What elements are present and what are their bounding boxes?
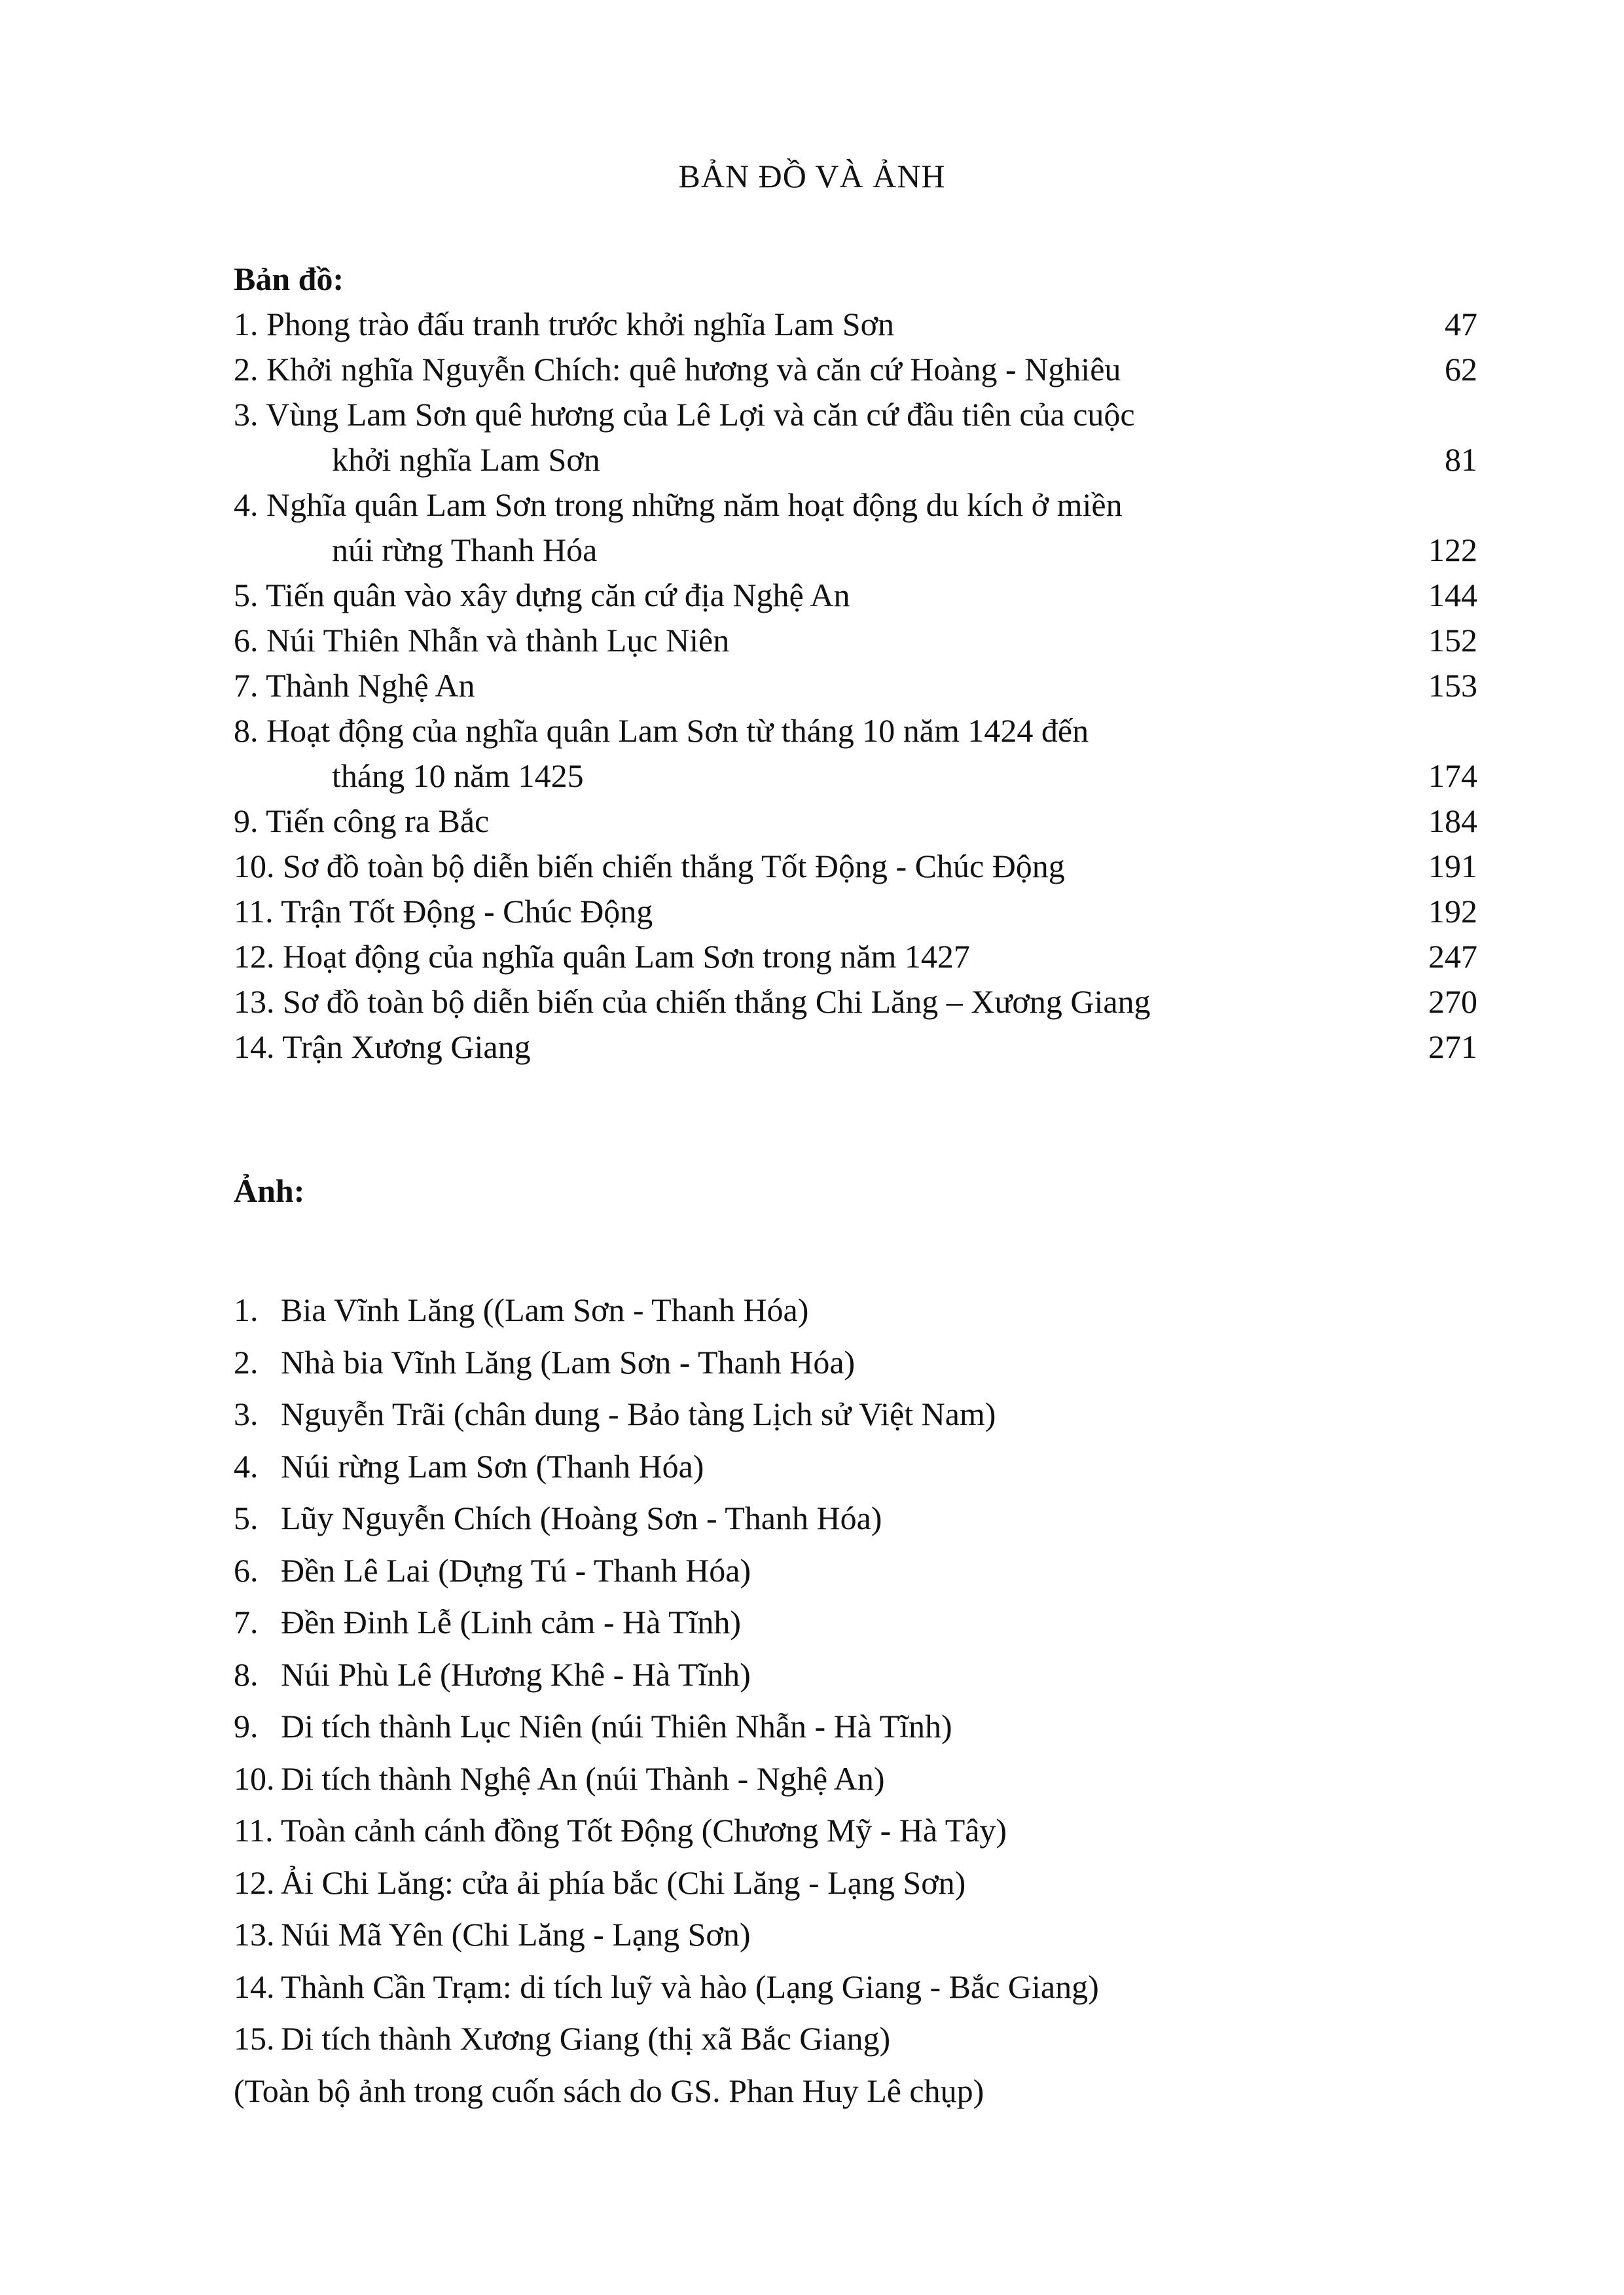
map-entry-title-continuation: khởi nghĩa Lam Sơn: [332, 441, 600, 478]
photo-entry: [234, 1388, 1477, 1441]
photo-entry-caption: Núi Phù Lê (Hương Khê - Hà Tĩnh): [281, 1655, 751, 1693]
map-entry-page-number: 122: [1428, 532, 1477, 568]
photo-entry-number: 3.: [234, 1396, 259, 1432]
map-entry-title: [234, 573, 1346, 618]
photo-entry: [234, 1961, 1477, 2014]
map-entry-page-number: 144: [1428, 577, 1477, 613]
map-entry-title-line: 2. Khởi nghĩa Nguyễn Chích: quê hương và căn cứ Hoàng - Nghiêu: [234, 351, 1121, 388]
photo-entry-caption: Nguyễn Trãi (chân dung - Bảo tàng Lịch sử Việt Nam): [281, 1396, 996, 1432]
map-entry-title-line: 1. Phong trào đấu tranh trước khởi nghĩa Lam Sơn: [234, 306, 895, 342]
photo-entry-number: 2.: [234, 1343, 259, 1381]
map-entry: [234, 708, 1477, 799]
photo-entry: [234, 1492, 1477, 1545]
map-entry-title-line: 10. Sơ đồ toàn bộ diễn biến chiến thắng Tốt Động - Chúc Động: [234, 848, 1065, 884]
map-entry: [234, 618, 1477, 663]
photos-list: [234, 1284, 1477, 2065]
photo-entry-number: 10.: [234, 1760, 275, 1797]
map-entry-title: [234, 302, 1346, 347]
map-entry: [234, 392, 1477, 482]
photo-entry: [234, 1649, 1477, 1701]
photo-entry: [234, 1857, 1477, 1909]
photo-entry-caption: Nhà bia Vĩnh Lăng (Lam Sơn - Thanh Hóa): [281, 1343, 856, 1381]
photo-entry: [234, 1805, 1477, 1857]
photo-entry-number: 1.: [234, 1292, 259, 1328]
photo-entry-number: 15.: [234, 2020, 275, 2057]
photo-entry-number: 6.: [234, 1551, 259, 1589]
map-entry-title: [234, 844, 1346, 889]
photo-entry-caption: Toàn cảnh cánh đồng Tốt Động (Chương Mỹ - Hà Tây): [281, 1812, 1007, 1849]
photo-entry-number: 7.: [234, 1604, 259, 1640]
photo-entry-number: 12.: [234, 1864, 275, 1901]
map-entry-page-number: 271: [1428, 1028, 1477, 1065]
map-entry-page-number: 270: [1428, 983, 1477, 1020]
photo-entry-caption: Ải Chi Lăng: cửa ải phía bắc (Chi Lăng - Lạng Sơn): [281, 1864, 966, 1901]
page-title: BẢN ĐỒ VÀ ẢNH: [678, 158, 946, 194]
photo-entry-number: 4.: [234, 1447, 259, 1485]
photos-credit-note: (Toàn bộ ảnh trong cuốn sách do GS. Phan Huy Lê chụp): [234, 2072, 984, 2109]
photo-entry: [234, 1337, 1477, 1389]
photo-entry: [234, 1545, 1477, 1597]
maps-list: [234, 302, 1477, 1070]
map-entry: [234, 979, 1477, 1024]
photo-entry-caption: Đền Lê Lai (Dựng Tú - Thanh Hóa): [281, 1551, 751, 1589]
map-entry: [234, 844, 1477, 889]
photos-section: [234, 1168, 1477, 2117]
map-entry-title-line: 14. Trận Xương Giang: [234, 1028, 531, 1065]
photo-entry: [234, 1701, 1477, 1753]
photo-entry: [234, 1597, 1477, 1649]
map-entry-title-line: 7. Thành Nghệ An: [234, 667, 475, 704]
map-entry-title: [234, 1024, 1346, 1070]
photo-entry-caption: Di tích thành Lục Niên (núi Thiên Nhẫn - Hà Tĩnh): [281, 1708, 952, 1744]
map-entry-page-number: 81: [1445, 441, 1477, 478]
photo-entry-number: 13.: [234, 1916, 275, 1953]
map-entry-title-line: 8. Hoạt động của nghĩa quân Lam Sơn từ tháng 10 năm 1424 đến: [234, 712, 1089, 749]
map-entry-page-number: 152: [1428, 622, 1477, 659]
map-entry: [234, 799, 1477, 844]
map-entry-title-line: 12. Hoạt động của nghĩa quân Lam Sơn trong năm 1427: [234, 938, 970, 975]
photo-entry-caption: Đền Đinh Lễ (Linh cảm - Hà Tĩnh): [281, 1604, 742, 1640]
map-entry-title-line: 3. Vùng Lam Sơn quê hương của Lê Lợi và căn cứ đầu tiên của cuộc: [234, 396, 1135, 433]
map-entry-title-line: 9. Tiến công ra Bắc: [234, 803, 490, 839]
map-entry-title: [234, 889, 1346, 934]
map-entry-page-number: 191: [1428, 848, 1477, 884]
map-entry-title: [234, 347, 1346, 392]
photo-entry: [234, 1284, 1477, 1337]
map-entry: [234, 482, 1477, 573]
map-entry-title: [234, 799, 1346, 844]
photo-entry-caption: Lũy Nguyễn Chích (Hoàng Sơn - Thanh Hóa): [281, 1500, 882, 1536]
photo-entry-number: 8.: [234, 1655, 259, 1693]
photo-entry-number: 11.: [234, 1812, 274, 1849]
map-entry-title: [234, 392, 1346, 482]
map-entry: [234, 934, 1477, 979]
photo-entry-caption: Di tích thành Nghệ An (núi Thành - Nghệ An): [281, 1760, 885, 1797]
map-entry-title-line: 11. Trận Tốt Động - Chúc Động: [234, 893, 653, 930]
map-entry: [234, 302, 1477, 347]
photos-heading: Ảnh:: [234, 1172, 305, 1209]
map-entry-title: [234, 618, 1346, 663]
map-entry-page-number: 47: [1445, 306, 1477, 342]
map-entry: [234, 1024, 1477, 1070]
map-entry: [234, 347, 1477, 392]
photo-entry: [234, 1753, 1477, 1805]
map-entry-page-number: 192: [1428, 893, 1477, 930]
map-entry-title: [234, 482, 1346, 573]
map-entry: [234, 573, 1477, 618]
photo-entry-caption: Núi Mã Yên (Chi Lăng - Lạng Sơn): [281, 1916, 751, 1953]
maps-heading: Bản đồ:: [234, 261, 344, 297]
photo-entry-caption: Bia Vĩnh Lăng ((Lam Sơn - Thanh Hóa): [281, 1292, 809, 1328]
map-entry-page-number: 153: [1428, 667, 1477, 704]
map-entry-page-number: 174: [1428, 757, 1477, 794]
map-entry-title-line: 13. Sơ đồ toàn bộ diễn biến của chiến thắng Chi Lăng – Xương Giang: [234, 983, 1151, 1020]
photo-entry-caption: Núi rừng Lam Sơn (Thanh Hóa): [281, 1447, 704, 1485]
map-entry-title: [234, 934, 1346, 979]
photo-entry-number: 14.: [234, 1968, 275, 2005]
photo-entry: [234, 2013, 1477, 2065]
photo-entry-caption: Thành Cần Trạm: di tích luỹ và hào (Lạng Giang - Bắc Giang): [281, 1968, 1099, 2005]
map-entry-title: [234, 663, 1346, 708]
map-entry-page-number: 247: [1428, 938, 1477, 975]
photo-entry: [234, 1909, 1477, 1961]
map-entry: [234, 663, 1477, 708]
photo-entry-number: 5.: [234, 1500, 259, 1536]
map-entry-title-continuation: núi rừng Thanh Hóa: [332, 532, 598, 568]
map-entry-title-line: 5. Tiến quân vào xây dựng căn cứ địa Nghệ An: [234, 577, 850, 613]
map-entry-title: [234, 979, 1346, 1024]
map-entry-title-line: 6. Núi Thiên Nhẫn và thành Lục Niên: [234, 622, 730, 659]
map-entry: [234, 889, 1477, 934]
photo-entry-caption: Di tích thành Xương Giang (thị xã Bắc Giang): [281, 2020, 891, 2057]
map-entry-title-line: 4. Nghĩa quân Lam Sơn trong những năm hoạt động du kích ở miền: [234, 486, 1123, 523]
map-entry-page-number: 184: [1428, 803, 1477, 839]
photo-entry-number: 9.: [234, 1708, 259, 1744]
maps-section: [234, 257, 1477, 1070]
map-entry-page-number: 62: [1445, 351, 1477, 388]
photo-entry: [234, 1441, 1477, 1493]
map-entry-title-continuation: tháng 10 năm 1425: [332, 757, 584, 794]
map-entry-title: [234, 708, 1346, 799]
